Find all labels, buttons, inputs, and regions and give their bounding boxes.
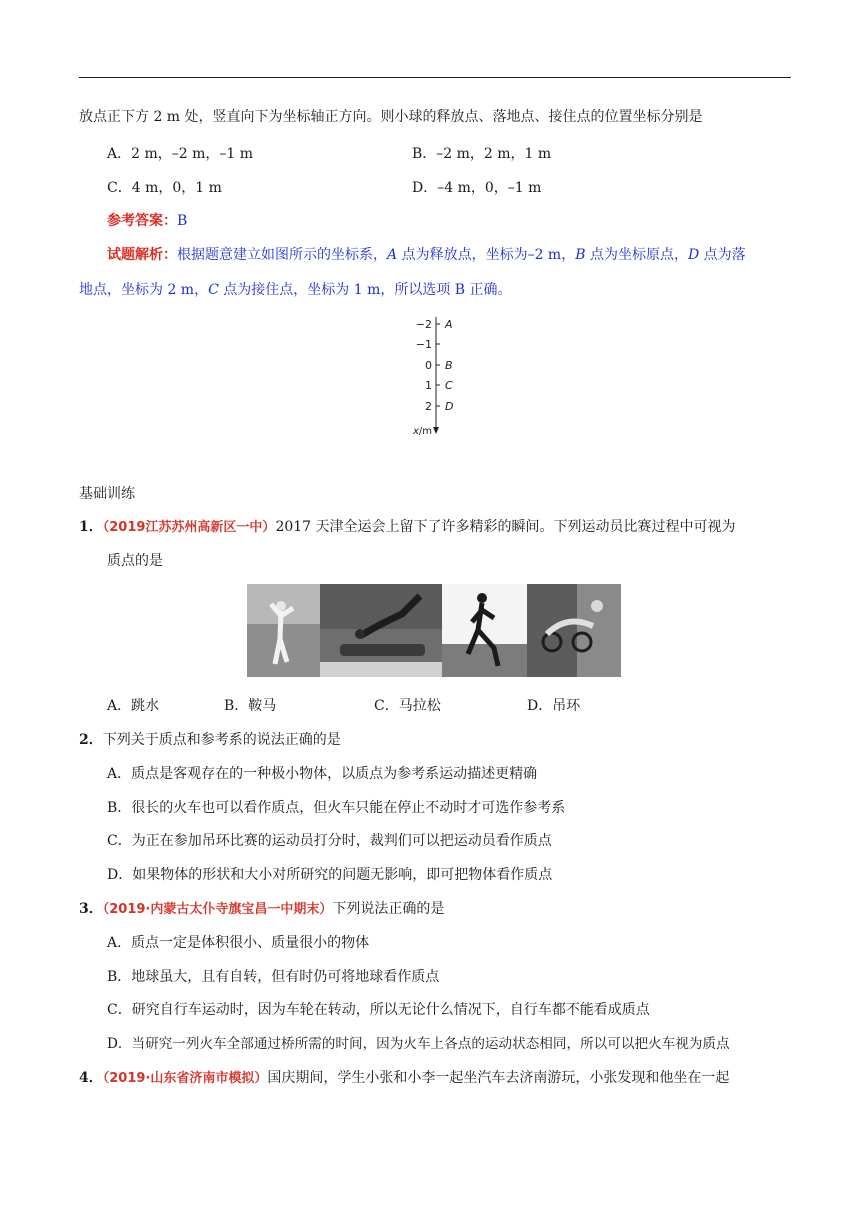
analysis-text: 根据题意建立如图所示的坐标系，A 点为释放点，坐标为–2 m，B 点为坐标原点，D 点为落 [177,247,746,263]
question-2-stem: 2．下列关于质点和参考系的说法正确的是 [79,732,341,748]
q2-option-a: A．质点是客观存在的一种极小物体，以质点为参考系运动描述更精确 [107,766,538,782]
q2-option-d: D．如果物体的形状和大小对所研究的问题无影响，即可把物体看作质点 [107,867,553,883]
q3-option-a: A．质点一定是体积很小、质量很小的物体 [107,935,370,951]
section-title: 基础训练 [79,486,135,502]
diving-photo [247,584,320,677]
analysis-line-1 [107,246,746,264]
header-rule [79,77,791,78]
q1-option-b: B．鞍马 [224,698,277,714]
answer-line [107,212,187,230]
marathon-photo [442,584,527,677]
question-3-source: （2019·内蒙古太仆寺旗宝昌一中期末） [102,902,333,917]
q2-option-c: C．为正在参加吊环比赛的运动员打分时，裁判们可以把运动员看作质点 [107,833,552,849]
q1-option-a: A．跳水 [107,698,160,714]
coordinate-axis-figure [405,313,475,439]
point-label-c: C [445,379,453,392]
question-3-stem: 3．（2019·内蒙古太仆寺旗宝昌一中期末）下列说法正确的是 [79,901,445,917]
axis-label: x/m [412,426,432,437]
prev-question-stem: 放点正下方 2 m 处，竖直向下为坐标轴正方向。则小球的释放点、落地点、接住点的位置坐标分别是 [79,109,703,125]
prev-option-b: B．–2 m，2 m，1 m [412,146,552,162]
question-1-stem-2: 质点的是 [107,553,163,569]
question-1-stem: 1．（2019江苏苏州高新区一中）2017 天津全运会上留下了许多精彩的瞬间。下列运动员比赛过程中可视为 [79,519,736,535]
q2-option-b: B．很长的火车也可以看作质点，但火车只能在停止不动时才可选作参考系 [107,800,566,816]
sport-photos [247,584,621,677]
question-4-source: （2019·山东省济南市模拟） [102,1071,268,1086]
axis-arrow [433,427,439,434]
tick-label-0: 0 [425,359,432,372]
q1-option-d: D．吊环 [527,698,581,714]
pommel-horse-photo [320,584,442,677]
tick-label-minus1: −1 [415,338,432,351]
q1-option-c: C．马拉松 [374,698,441,714]
prev-option-d: D．–4 m，0，–1 m [412,180,542,196]
point-label-b: B [445,359,453,372]
analysis-label: 试题解析： [107,247,177,263]
point-label-d: D [445,400,454,413]
tick-label-minus2: −2 [415,318,432,331]
tick-label-2: 2 [425,400,432,413]
answer-value: B [177,213,188,229]
answer-label: 参考答案： [107,213,177,229]
analysis-line-2: 地点，坐标为 2 m，C 点为接住点，坐标为 1 m，所以选项 B 正确。 [79,282,512,298]
tick-label-1: 1 [425,379,432,392]
q3-option-d: D．当研究一列火车全部通过桥所需的时间，因为火车上各点的运动状态相同，所以可以把火车视为质点 [107,1036,730,1052]
q3-option-b: B．地球虽大，且有自转，但有时仍可将地球看作质点 [107,969,440,985]
rings-photo [527,584,621,677]
prev-option-c: C．4 m，0，1 m [107,180,222,196]
prev-option-a: A．2 m，–2 m，–1 m [107,146,254,162]
question-4-stem: 4．（2019·山东省济南市模拟）国庆期间，学生小张和小李一起坐汽车去济南游玩，小张发现和他坐在一起 [79,1070,730,1086]
question-1-source: （2019江苏苏州高新区一中） [102,520,276,535]
q3-option-c: C．研究自行车运动时，因为车轮在转动，所以无论什么情况下，自行车都不能看成质点 [107,1002,650,1018]
point-label-a: A [445,318,453,331]
